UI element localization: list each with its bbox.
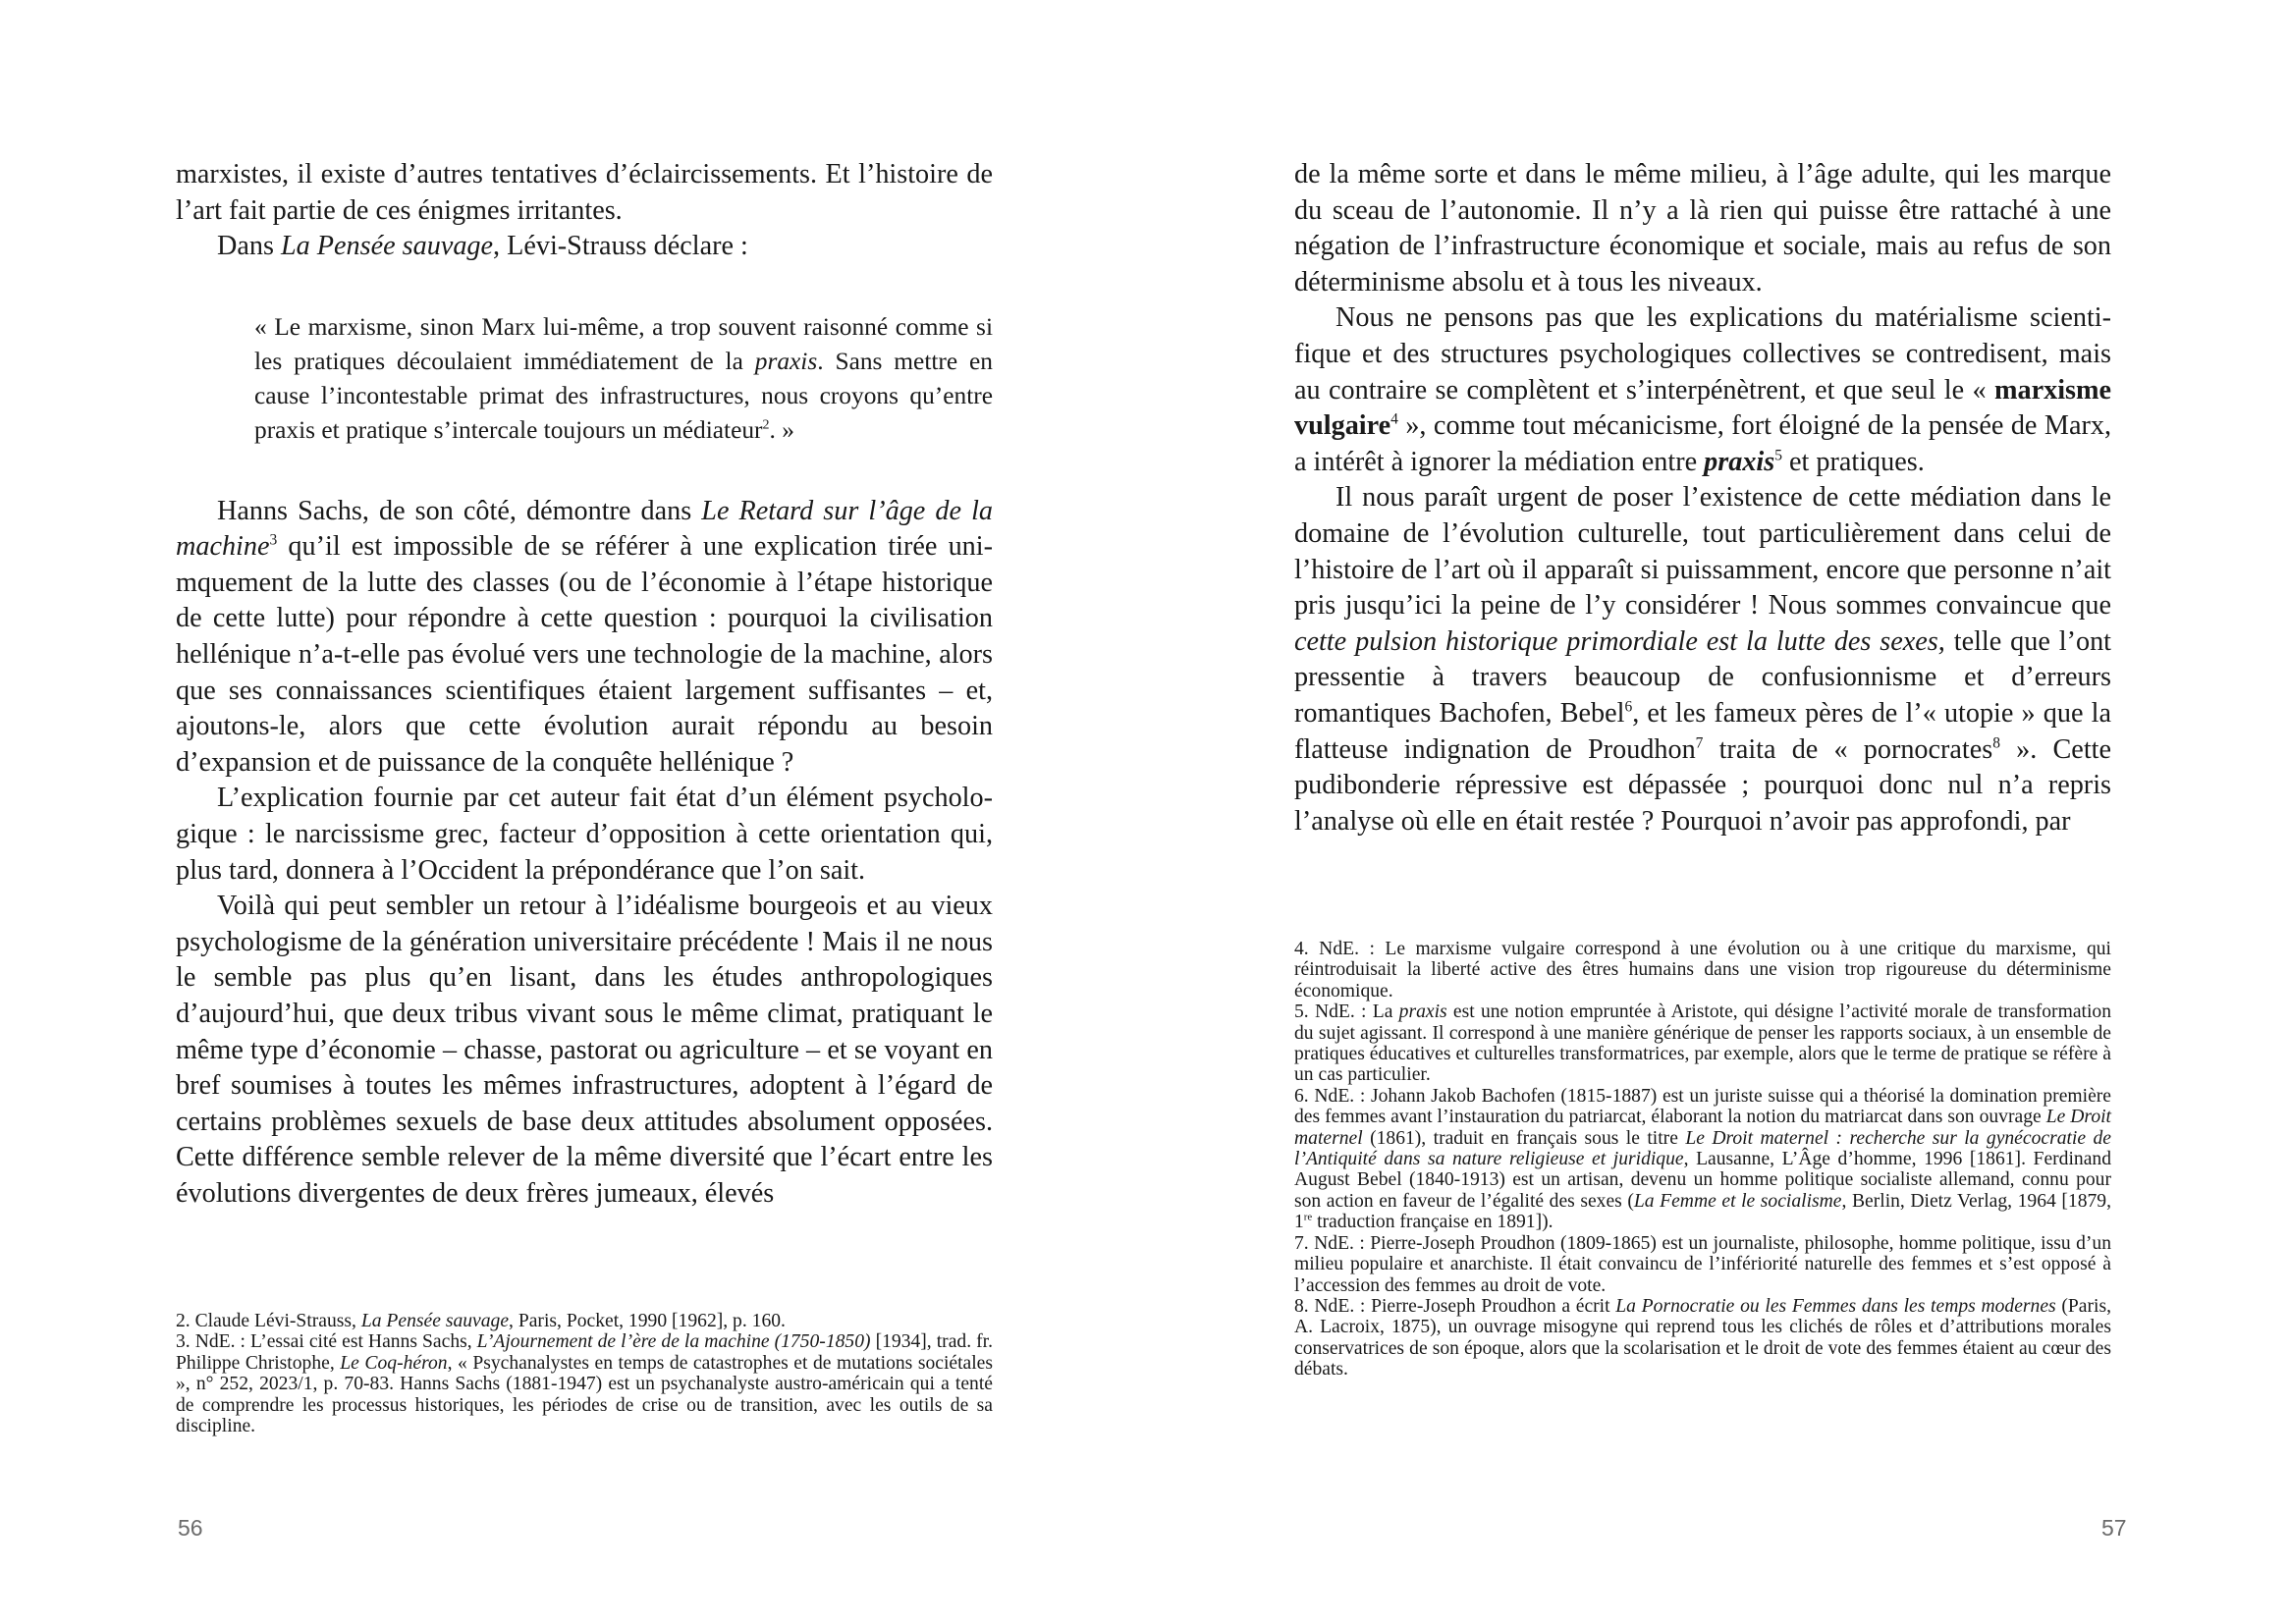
text-run: , Lausanne, L’Âge d’homme, 1996 [1861]. Ferdinand August Bebel (1840-1913) est un artisan, devenu un homme politique socialiste allemand, connu pour son action en faveur de l’égalité des sexes (: [1294, 1149, 2111, 1212]
text-run: traduction française en 1891]).: [1312, 1212, 1553, 1233]
text-run: 3. NdE. : L’essai cité est Hanns Sachs,: [176, 1331, 477, 1353]
text-run: (Paris, A. Lacroix, 1875), un ouvrage misogyne qui reprend tous les clichés de rôles et d’attributions morales conservatrices de son époque, alors que la scolarisation et le droit de vote des femmes étaient au cœur des débats.: [1294, 1295, 2111, 1380]
paragraph: [1294, 480, 2111, 839]
text-run: 7. NdE. : Pierre-Joseph Proudhon (1809-1865) est un journaliste, philosophe, homme politique, issu d’un milieu populaire et anarchiste. Il était convaincu de l’infériorité naturelle des femmes et s’est opposé à l’accession des femmes au droit de vote.: [1294, 1232, 2111, 1296]
text-run: traita de « pornocrates: [1703, 733, 1993, 765]
left-page: [0, 0, 1144, 1624]
italic-text: praxis: [754, 347, 818, 375]
italic-text: Le Retard sur l’âge de la machine: [176, 495, 994, 563]
text-run: 6. NdE. : Johann Jakob Bachofen (1815-1887) est un juriste suisse qui a théorisé la domination première des femmes avant l’instauration du patriarcat, élaborant la notion du matriarcat dans son ouvrage: [1294, 1085, 2111, 1128]
italic-text: Le Coq-héron: [340, 1352, 448, 1374]
page-number: 56: [178, 1515, 203, 1541]
paragraph: [176, 229, 993, 265]
note-reference: 2: [762, 417, 770, 433]
note-reference: 6: [1624, 698, 1633, 716]
block-quote: [254, 310, 993, 449]
text-run: . Sans mettre en cause l’incontestable primat des infrastructures, nous croyons qu’entre praxis et pratique s’intercale toujours un médiateur: [254, 347, 993, 445]
text-run: Dans: [217, 231, 281, 262]
text-run: Voilà qui peut sembler un retour à l’idéalisme bourgeois et au vieux psychologisme de la génération universitaire précédente ! Mais il ne nous le semble pas plus qu’en lisant, dans les études anthropologiques d’aujourd’hui, que deux tribus vivant sous le même climat, pratiquant le même type d’économie – chasse, pastorat ou agriculture – et se voyant en bref soumises à toutes les mêmes infrastructures, adoptent à l’égard de certains problèmes sexuels de base deux attitudes absolument opposées. Cette différence semble relever de la même diversité que l’écart entre les évolutions divergentes de deux frères jumeaux, élevés: [176, 891, 993, 1209]
paragraph: [1294, 157, 2111, 300]
text-run: marxistes, il existe d’autres tentatives d’éclaircissements. Et l’histoire de l’art fait partie de ces énigmes irritantes.: [176, 159, 993, 226]
footnote: [1294, 1086, 2111, 1233]
text-run: ». Cette pudibonderie répressive est dépassée ; pourquoi donc nul n’a repris l’analyse où elle en était restée ? Pourquoi n’avoir pas approfondi, par: [1294, 733, 2111, 837]
right-page-footnotes: [1294, 939, 2111, 1380]
text-run: , Paris, Pocket, 1990 [1962], p. 160.: [509, 1311, 786, 1331]
note-reference: 5: [1774, 447, 1782, 464]
italic-text: La Pensée sauvage: [360, 1311, 510, 1331]
paragraph: [176, 494, 993, 782]
italic-text: Le Droit maternel: [1294, 1107, 2112, 1149]
paragraph: [176, 889, 993, 1212]
text-run: qu’il est impossible de se référer à une explication tirée unimquement de la lutte des classes (ou de l’économie à l’étape historique de cette lutte) pour répondre à cette question : pourquoi la civilisation hellénique n’a-t-elle pas évolué vers une technologie de la machine, alors que ses connaissances scientifiques étaient largement suffisantes – et, ajoutons-le, alors que cette évolution aurait répondu au besoin d’expansion et de puissance de la conquête hellénique ?: [176, 531, 993, 778]
emphasized-term: praxis: [1704, 446, 1775, 477]
footnote: [1294, 939, 2111, 1001]
text-run: Il nous paraît urgent de poser l’existence de cette médiation dans le domaine de l’évolution culturelle, tout particulièrement dans celui de l’histoire de l’art où il apparaît si puissamment, encore que personne n’ait pris jusqu’ici la peine de l’y considérer ! Nous sommes convaincue que: [1294, 482, 2111, 622]
text-run: est une notion empruntée à Aristote, qui désigne l’activité morale de transformation du sujet agissant. Il correspond à une manière générique de penser les rapports sociaux, à un ensemble de pratiques éducatives et culturelles transformatrices, par exemple, alors que le terme de pratique se réfère à un cas particulier.: [1294, 1001, 2111, 1086]
italic-text: Le Droit maternel : recherche sur la gynécocratie de l’Antiquité dans sa nature religieuse et juridique: [1294, 1127, 2111, 1170]
footnote: [176, 1311, 993, 1331]
note-reference: 8: [1992, 734, 2000, 752]
text-run: de la même sorte et dans le même milieu, à l’âge adulte, qui les marque du sceau de l’autonomie. Il n’y a là rien qui puisse être rattaché à une négation de l’infrastructure économique et sociale, mais au refus de son déterminisme absolu et à tous les niveaux.: [1294, 159, 2111, 298]
left-page-body: [176, 157, 993, 1212]
text-run: 8. NdE. : Pierre-Joseph Proudhon a écrit: [1294, 1295, 1616, 1317]
text-run: 4. NdE. : Le marxisme vulgaire correspond à une évolution ou à une critique du marxisme, qui réintroduisait la liberté active des êtres humains dans une vision trop rigoureuse du déterminisme économique.: [1294, 939, 2111, 1001]
left-page-footnotes: [176, 1311, 993, 1436]
footnote: [176, 1331, 993, 1436]
footnote: [1294, 1296, 2111, 1380]
bold-text: marxisme vulgaire: [1294, 374, 2111, 442]
italic-text: praxis: [1398, 1001, 1447, 1023]
paragraph: [1294, 300, 2111, 480]
right-page: [1144, 0, 2288, 1624]
page-number: 57: [2101, 1515, 2127, 1541]
text-run: (1861), traduit en français sous le titre: [1362, 1127, 1686, 1149]
note-reference: 7: [1695, 734, 1704, 752]
text-run: Nous ne pensons pas que les explications du matérialisme scientifique et des structures psychologiques collectives se contredisent, mais au contraire se complètent et s’interpénètrent, et que seul le «: [1294, 302, 2111, 406]
right-page-body: [1294, 157, 2111, 839]
text-run: [1934], trad. fr. Philippe Christophe,: [176, 1331, 993, 1374]
text-run: « Le marxisme, sinon Marx lui-même, a trop souvent raisonné comme si les pratiques découlaient immédiatement de la: [254, 312, 993, 375]
text-run: , Berlin, Dietz Verlag, 1964 [1879, 1: [1294, 1190, 2111, 1233]
footnote: [1294, 1233, 2111, 1296]
italic-text: La Femme et le socialisme: [1633, 1190, 1842, 1212]
italic-text: L’Ajournement de l’ère de la machine (1750-1850): [476, 1331, 871, 1353]
paragraph: [176, 157, 993, 229]
text-run: , et les fameux pères de l’« utopie » que la flatteuse indignation de Proudhon: [1294, 697, 2112, 765]
text-run: 2. Claude Lévi-Strauss,: [176, 1311, 361, 1331]
text-run: », comme tout mécanicisme, fort éloigné de la pensée de Marx, a intérêt à ignorer la médiation entre: [1294, 410, 2111, 477]
text-run: . »: [769, 416, 794, 445]
note-reference: re: [1303, 1211, 1313, 1223]
text-run: telle que l’ont pressentie à travers beaucoup de confusionnisme et d’erreurs romantiques Bachofen, Bebel: [1294, 625, 2111, 729]
text-run: 5. NdE. : La: [1294, 1001, 1399, 1023]
italic-text: La Pornocratie ou les Femmes dans les temps modernes: [1615, 1295, 2056, 1317]
note-reference: 3: [269, 531, 278, 549]
italic-text: cette pulsion historique primordiale est la lutte des sexes,: [1294, 625, 1945, 657]
text-run: Hanns Sachs, de son côté, démontre dans: [217, 495, 702, 526]
paragraph: [176, 781, 993, 889]
text-run: , Lévi-Strauss déclare :: [493, 231, 748, 262]
note-reference: 4: [1390, 410, 1398, 428]
text-run: et pratiques.: [1781, 446, 1925, 477]
footnote: [1294, 1001, 2111, 1086]
italic-text: La Pensée sauvage: [280, 231, 494, 262]
text-run: L’explication fournie par cet auteur fait état d’un élément psychologique : le narcissisme grec, facteur d’opposition à cette orientation qui, plus tard, donnera à l’Occident la prépondérance que l’on sait.: [176, 783, 993, 886]
text-run: , « Psychanalystes en temps de catastrophes et de mutations sociétales », n° 252, 2023/1, p. 70-83. Hanns Sachs (1881-1947) est un psychanalyste austro-américain qui a tenté de comprendre les processus historiques, les périodes de crise ou de transition, avec les outils de sa discipline.: [176, 1352, 993, 1437]
